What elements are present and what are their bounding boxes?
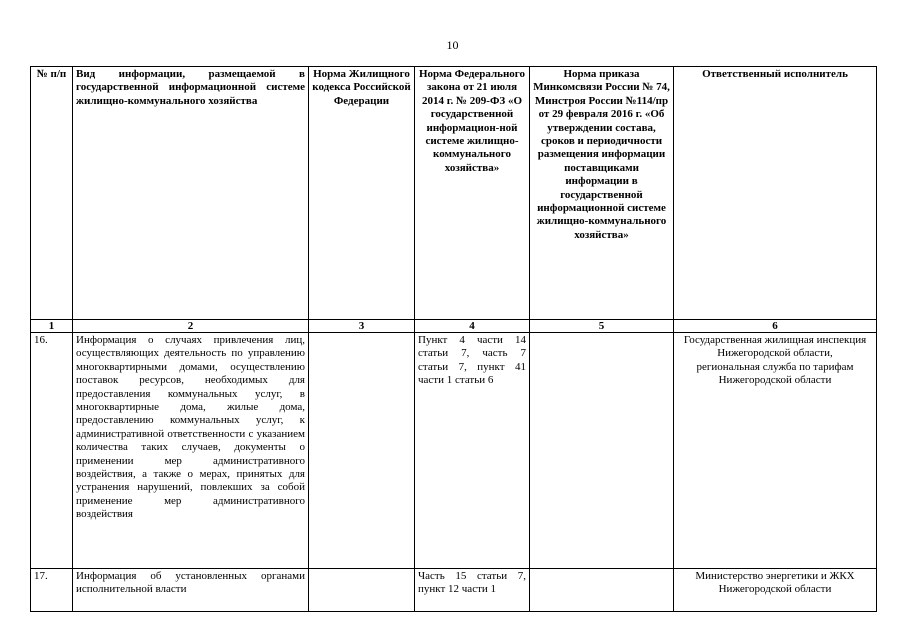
column-number: 3 xyxy=(309,320,415,333)
header-responsible: Ответственный исполнитель xyxy=(674,67,877,320)
row-federal-law: Пункт 4 части 14 статьи 7, часть 7 статьи 7, пункт 41 части 1 статьи 6 xyxy=(415,333,530,569)
table-row xyxy=(31,333,877,569)
row-num: 16. xyxy=(31,333,73,569)
header-info-type: Вид информации, размещаемой в государственной информационной системе жилищно-коммунального хозяйства xyxy=(73,67,309,320)
header-federal-law: Норма Федерального закона от 21 июля 2014 г. № 209-ФЗ «О государственной информацион-ной системе жилищно-коммунального хозяйства» xyxy=(415,67,530,320)
column-number: 1 xyxy=(31,320,73,333)
header-housing-code: Норма Жилищного кодекса Российской Федерации xyxy=(309,67,415,320)
header-num: № п/п xyxy=(31,67,73,320)
header-row xyxy=(31,67,877,320)
column-number: 4 xyxy=(415,320,530,333)
column-number: 5 xyxy=(530,320,674,333)
row-info: Информация об установленных органами исполнительной власти xyxy=(73,569,309,612)
row-federal-law: Часть 15 статьи 7, пункт 12 части 1 xyxy=(415,569,530,612)
row-order xyxy=(530,569,674,612)
column-number-row xyxy=(31,320,877,333)
row-housing-code xyxy=(309,569,415,612)
row-responsible: Министерство энергетики и ЖКХ Нижегородской области xyxy=(674,569,877,612)
row-order xyxy=(530,333,674,569)
row-responsible: Государственная жилищная инспекция Нижегородской области, региональная служба по тарифам Нижегородской области xyxy=(674,333,877,569)
info-table xyxy=(30,66,877,612)
row-info: Информация о случаях привлечения лиц, осуществляющих деятельность по управлению многоквартирными домами, осуществлению поставок ресурсов, необходимых для предоставления коммунальных услуг, в многоквартирные дома, жилые дома, предоставлению коммунальных услуг, к административной ответственности с указанием количества таких случаев, документы о применении мер административного воздействия, а также о мерах, принятых для устранения нарушений, повлекших за собой применение мер административного воздействия xyxy=(73,333,309,569)
row-num: 17. xyxy=(31,569,73,612)
column-number: 6 xyxy=(674,320,877,333)
header-order: Норма приказа Минкомсвязи России № 74, Минстроя России №114/пр от 29 февраля 2016 г. «Об утверждении состава, сроков и периодичности размещения информации поставщиками информации в государственной информационной системе жилищно-коммунального хозяйства» xyxy=(530,67,674,320)
table-row xyxy=(31,569,877,612)
column-number: 2 xyxy=(73,320,309,333)
row-housing-code xyxy=(309,333,415,569)
page-number: 10 xyxy=(446,38,459,52)
